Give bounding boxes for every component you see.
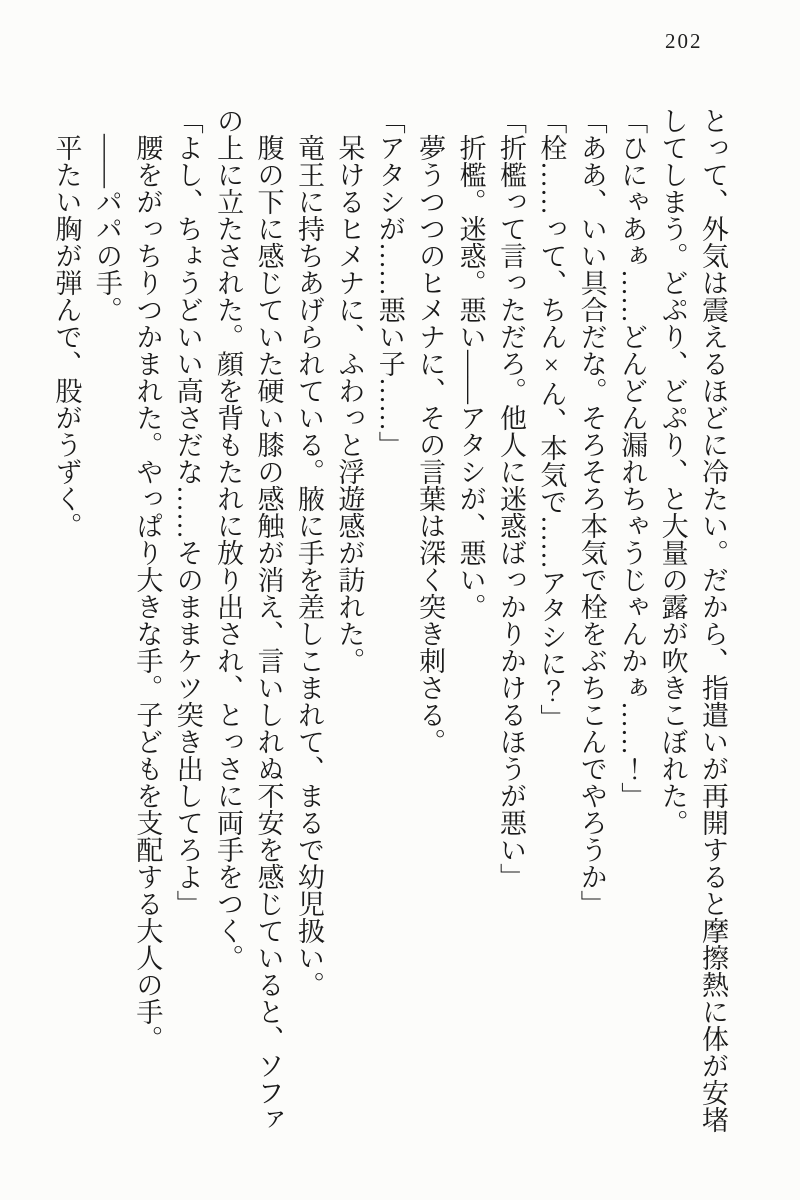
text-line: 折檻。迷惑。悪い――アタシが、悪い。 xyxy=(455,134,486,620)
page-number: 202 xyxy=(665,29,703,53)
text-line: 「ひにゃあぁ……どんどん漏れちゃうじゃんかぁ……！」 xyxy=(617,107,648,809)
text-line: 腹の下に感じていた硬い膝の感触が消え、言いしれぬ不安を感じていると、ソファ xyxy=(253,134,284,1133)
text-line: してしまう。どぷり、どぷり、と大量の露が吹きこぼれた。 xyxy=(657,107,688,836)
text-line: 呆けるヒメナに、ふわっと浮遊感が訪れた。 xyxy=(334,134,365,674)
text-line: 「アタシが……悪い子……」 xyxy=(374,107,405,458)
text-line: 「よし、ちょうどいい高さだな……そのままケツ突き出してろよ」 xyxy=(172,107,203,917)
text-line: の上に立たされた。顔を背もたれに放り出され、とっさに両手をつく。 xyxy=(213,107,244,971)
text-line: 「栓……って、ちん×ん、本気で……アタシに？」 xyxy=(536,107,567,731)
text-line: 平たい胸が弾んで、股がうずく。 xyxy=(51,134,82,539)
page-text xyxy=(46,107,733,1167)
text-line: とって、外気は震えるほどに冷たい。だから、指遣いが再開すると摩擦熱に体が安堵 xyxy=(698,107,728,1133)
text-line: 「ああ、いい具合だな。そろそろ本気で栓をぶちこんでやろうか」 xyxy=(576,107,607,917)
text-line: 竜王に持ちあげられている。腋に手を差しこまれて、まるで幼児扱い。 xyxy=(293,134,324,998)
text-line: ――パパの手。 xyxy=(91,134,122,323)
text-line: 夢うつつのヒメナに、その言葉は深く突き刺さる。 xyxy=(415,134,446,755)
text-line: 腰をがっちりつかまれた。やっぱり大きな手。子どもを支配する大人の手。 xyxy=(132,134,163,1052)
text-line: 「折檻って言っただろ。他人に迷惑ばっかりかけるほうが悪い」 xyxy=(495,107,526,890)
